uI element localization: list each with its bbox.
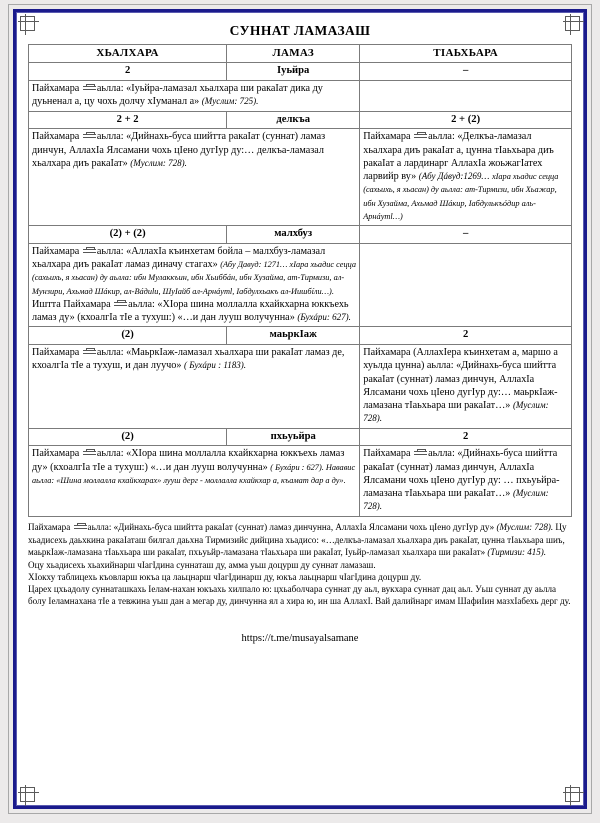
cell-prayer-name-delqa: делкъа: [227, 111, 360, 129]
table-row-text-maerkiazh: [29, 345, 572, 429]
cell-before-count-maerkiazh: (2): [29, 327, 227, 345]
second-hadith-text-4: аьлла: «ХIора шина моллалла кхайкхарна юккъехь ламаз ду» (кхоалгIа тIе а тухуш:) «…и дан лууш волучунна»: [32, 298, 349, 324]
hadith-text-5: аьлла: «МаьркIаж-ламазал хьалхара ши ракаIат ламаз де, кхоалгIа тIе а тухуш, и дан луучо»: [32, 347, 345, 372]
table-row-counts-phuyra: [29, 428, 572, 446]
corner-ornament-top-right: [565, 16, 580, 31]
cell-text-after-phuyra: [360, 446, 572, 516]
table-row-text-phuyra: [29, 446, 572, 516]
narrator-label-3: Пайхамара: [363, 131, 414, 143]
footnote-hadith-detail: Цу хьадисехь даьхкина ракаIаташ билгал даьхна Тирмизийс дийцина хьадисо: «…делкъа-ламазал хьалхара диъ ракаIат, цунна тIаьхьара шиъ, маьркIаж-ламазана тIаьхьара ши ракаIат, пхьуьйр-ламазана тIаьхьара ши ракаIат, Iуьйр-ламазал хьалхара ши ракаIат»: [28, 521, 567, 557]
pbuh-icon: [83, 132, 96, 140]
narrator-label-4: Пайхамара: [32, 245, 82, 257]
table-row-text-delqa: [29, 129, 572, 226]
table-header-row: [29, 45, 572, 63]
narrator-label-8: Пайхамара: [363, 448, 414, 460]
hadith-citation-7: ( Бухáри : 627). Нававис аьлла: «Шина моллалла кхайкхарах» лууш дерг - моллалла кхайкхар а, къамат дар а ду».: [32, 462, 356, 485]
hadith-text-7: аьлла: «ХIора шина моллалла кхайкхарна юккъехь ламаз ду» (кхоалгIа тIе а тухуш:) «…и дан лууш волучунна»: [32, 448, 345, 473]
hadith-citation-1: (Муслим: 725).: [201, 96, 259, 107]
table-row-text-malkhbuz: [29, 243, 572, 327]
footnote-hadith-text: аьлла: «Дийнахь-буса шийтта ракаIат (суннат) ламаз динчунна, АллахIа Ялсамани чохь цIено дугIур ду»: [87, 521, 497, 532]
cell-after-count-phuyra: 2: [360, 428, 572, 446]
sunnah-prayers-table: [28, 44, 572, 517]
cell-text-after-delqa: [360, 129, 572, 226]
footnotes-section: [28, 521, 572, 607]
pbuh-icon: [114, 300, 127, 308]
corner-ornament-top-left: [20, 16, 35, 31]
hadith-citation-3: (Абу Дáвуд:1269…: [418, 171, 490, 182]
pbuh-icon: [83, 449, 96, 457]
hadith-citation-5: ( Бухáри : 1183).: [184, 360, 246, 371]
cell-after-count-malkhbuz: –: [360, 226, 572, 244]
hadith-citation-6: (Муслим: 728).: [363, 400, 549, 424]
page-outer-frame: [8, 4, 592, 814]
footnote-narrator-label: Пайхамара: [28, 521, 73, 532]
footnote-paragraph-2: Оцу хьадисехь хьахийнарш чIагIдина суннаташ ду, амма уьш доцурш ду суннат ламазаш.: [28, 559, 376, 570]
hadith-grading-note-3: хIара хьадис сецца (сахьихь, я хьасан) ду аьлла: ат-Тирмизи, ибн Хьажар, ибн Хузайма, Ахьмад Шáкир, Iабдулькъóдир аль-Арнáутl…): [363, 172, 559, 221]
corner-ornament-bottom-left: [20, 787, 35, 802]
cell-after-count-maerkiazh: 2: [360, 327, 572, 345]
pbuh-icon: [83, 348, 96, 356]
corner-ornament-bottom-right: [565, 787, 580, 802]
column-header-before: ХЬАЛХАРА: [29, 45, 227, 63]
cell-prayer-name-malkhbuz: малхбуз: [227, 226, 360, 244]
table-row-counts-malkhbuz: [29, 226, 572, 244]
narrator-label-1: Пайхамара: [32, 83, 82, 95]
narrator-label-7: Пайхамара: [32, 448, 82, 460]
cell-text-after-malkhbuz-empty: [360, 243, 572, 327]
hadith-citation-4: (Абу Давуд: 1271… хIара хьадис сецца (сахьихь, я хьасан) ду аьлла: ибн Мулаккъин, ибн Хьиббáн, ибн Хузайма, ат-Тирмизи, ал-Мунзири, Ахьмад Шáкир, ал-Вáдиlи, ШуIайб ал-Арнáутl, Iабдулхьакъ ал-Иишбíли…).: [32, 260, 356, 296]
hadith-text-4: аьлла: «АллахIа къинхетам бойла – малхбуз-ламазал хьалхара диъ ракаIат ламаз диначу стагах»: [32, 245, 326, 271]
cell-after-count-iuyra: –: [360, 63, 572, 81]
pbuh-icon: [414, 132, 427, 140]
page-title: СУННАТ ЛАМАЗАШ: [229, 23, 371, 38]
cell-text-before-malkhbuz: [29, 243, 360, 327]
cell-text-before-phuyra: [29, 446, 360, 516]
footnote-citation-1: (Муслим: 728).: [496, 521, 554, 532]
pbuh-icon: [414, 449, 427, 457]
page-inner-border: [13, 9, 587, 809]
hadith-citation-8: (Муслим: 728).: [363, 488, 549, 512]
cell-text-after-maerkiazh: [360, 345, 572, 429]
cell-text-after-iuyra-empty: [360, 81, 572, 112]
cell-prayer-name-maerkiazh: маьркIаж: [227, 327, 360, 345]
document-sheet: [17, 13, 583, 805]
hadith-text-3: аьлла: «Делкъа-ламазал хьалхара диъ ракаIат а, цунна тIаьхьара диъ ракаIат а лардинарг АллахIа жоьжагIатех ларвийр ву»: [363, 131, 554, 183]
hadith-text-8: аьлла: «Дийнахь-буса шийтта ракаIат (суннат) ламаз динчун, АллахIа Ялсамани чохь цIено дугIур ду: … пхьуьйра-ламазана тIаьхьара ши ракаIат…»: [363, 448, 560, 500]
cell-text-before-delqa: [29, 129, 360, 226]
hadith-text-6: Пайхамара (АллахIера къинхетам а, маршо а хуьлда цунна) аьлла: «Дийнахь-буса шийтта ракаIат (суннат) ламаз динчун, АллахIа Ялсамани чохь цIено дугIур ду:… маьркIаж-ламазана тIаьхьара ши ракаIат…»: [363, 347, 558, 412]
table-row-counts-maerkiazh: [29, 327, 572, 345]
cell-after-count-delqa: 2 + (2): [360, 111, 572, 129]
cell-before-count-iuyra: 2: [29, 63, 227, 81]
cell-before-count-delqa: 2 + 2: [29, 111, 227, 129]
narrator-label-5: Пайхамара: [32, 347, 82, 359]
pbuh-icon: [74, 523, 87, 531]
second-hadith-intro-4: Иштта Пайхамара: [32, 298, 114, 310]
table-row-text-iuyra: [29, 81, 572, 112]
footnote-paragraph-4: Царех цхьадолу суннаташкахь Iелам-нахан юкъахь хилпало ю: цхьаболчара суннат ду аьл, вукхара суннат дац аьл. Уьш суннат ду аьлла болу Iеламнахана тIе а тевжина уьш дан а мегар ду, динчунна ял а хира ю, ин ша АллахI. Вай далийнарг имам ШафиIин мазхIабехь дерг ду.: [28, 583, 571, 606]
pbuh-icon: [83, 84, 96, 92]
footnote-paragraph-1: [28, 521, 572, 559]
hadith-citation-2: (Муслим: 728).: [130, 157, 187, 168]
cell-prayer-name-iuyra: Iуьйра: [227, 63, 360, 81]
hadith-text-2: аьлла: «Дийнахь-буса шийтта ракаIат (суннат) ламаз динчун, АллахIа Ялсамани чохь цIено дугIур ду:… делкъа-ламазал хьалхара диъ ракаIат»: [32, 131, 326, 169]
footnote-paragraph-3: ХIокху таблицехь къовларш юкъа ца лаьцнарш чIагIдинарш ду, юкъа лаьцнарш чIагIдина доцурш ду.: [28, 571, 422, 582]
cell-before-count-phuyra: (2): [29, 428, 227, 446]
table-row-counts-iuyra: [29, 63, 572, 81]
second-hadith-citation-4: (Бухáри: 627).: [297, 312, 351, 323]
cell-text-before-iuyra: [29, 81, 360, 112]
table-row-counts-delqa: [29, 111, 572, 129]
column-header-after: ТIАЬХЬАРА: [360, 45, 572, 63]
cell-before-count-malkhbuz: (2) + (2): [29, 226, 227, 244]
footnote-citation-2: (Тирмизи: 415).: [487, 546, 547, 557]
pbuh-icon: [83, 247, 96, 255]
cell-text-before-maerkiazh: [29, 345, 360, 429]
telegram-channel-link[interactable]: https://t.me/musayalsamane: [241, 633, 359, 645]
column-header-prayer: ЛАМАЗ: [227, 45, 360, 63]
cell-prayer-name-phuyra: пхьуьйра: [227, 428, 360, 446]
hadith-text-1: аьлла: «Iуьйра-ламазал хьалхара ши ракаIат дика ду дуьненал а, цу чохь долчу хIуманал а»: [32, 83, 323, 108]
narrator-label-2: Пайхамара: [32, 131, 82, 143]
